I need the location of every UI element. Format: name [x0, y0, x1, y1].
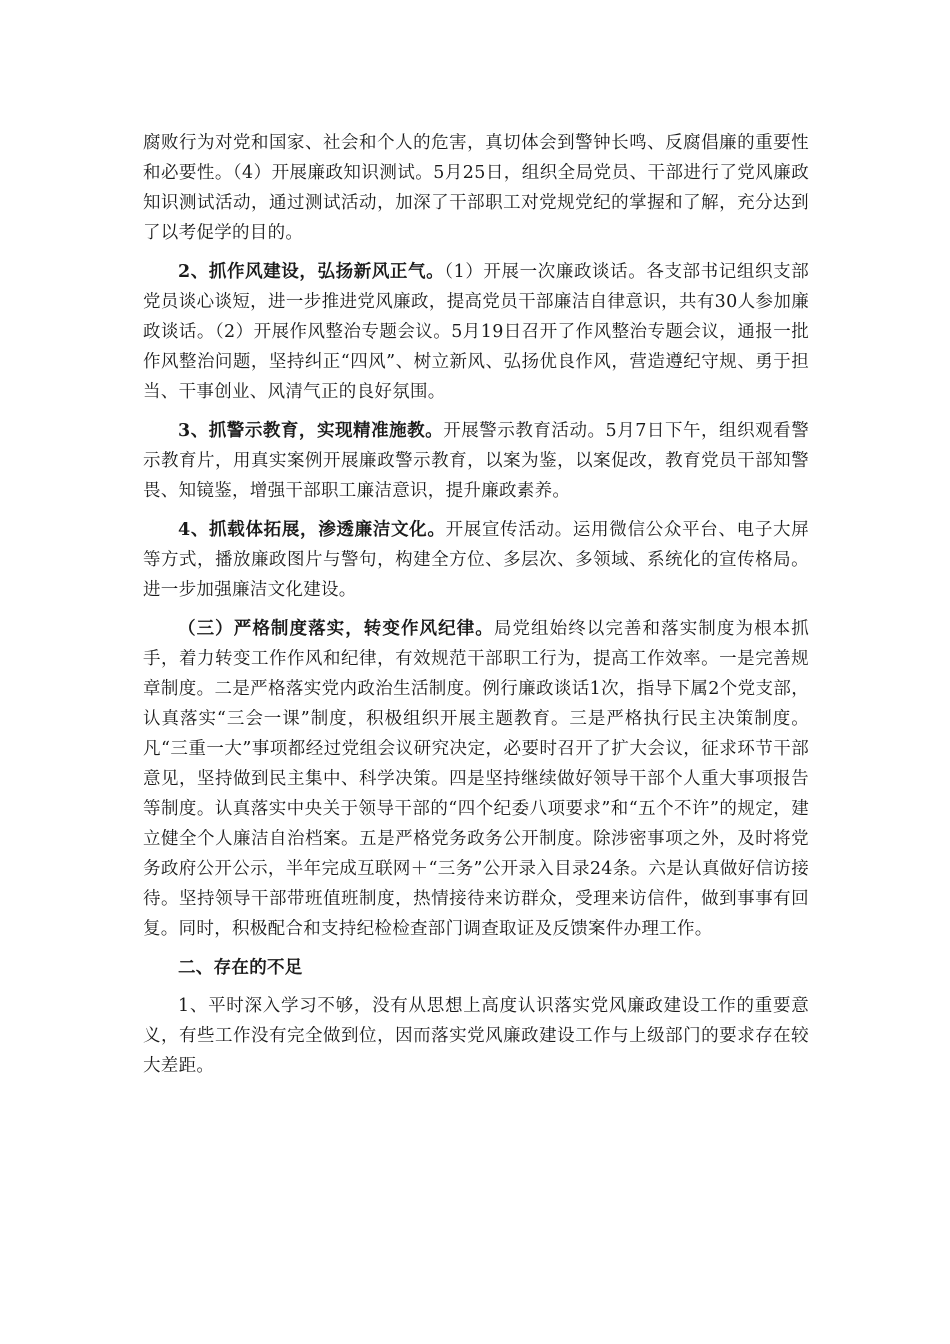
paragraph-text: 开展宣传活动。运用微信公众平台、电子大屏等方式，播放廉政图片与警句，构建全方位、多层次、多领域、系统化的宣传格局。进一步加强廉洁文化建设。	[143, 520, 810, 600]
paragraph-text: 1、平时深入学习不够，没有从思想上高度认识落实党风廉政建设工作的重要意义，有些工作没有完全做到位，因而落实党风廉政建设工作与上级部门的要求存在较大差距。	[143, 996, 809, 1076]
paragraph-continuation	[143, 128, 809, 248]
paragraph-lead: 3、抓警示教育，实现精准施教。	[178, 421, 444, 441]
paragraph-lead: 2、抓作风建设，弘扬新风正气。	[178, 262, 445, 282]
paragraph-lead: 4、抓载体拓展，渗透廉洁文化。	[178, 520, 446, 540]
paragraph-shortcoming-1	[143, 991, 809, 1081]
paragraph-style-building	[143, 257, 809, 407]
paragraph-text: （1）开展一次廉政谈话。各支部书记组织支部党员谈心谈短，进一步推进党风廉政，提高党员干部廉洁自律意识，共有30人参加廉政谈话。（2）开展作风整治专题会议。5月19日召开了作风整治专题会议，通报一批作风整治问题，坚持纠正“四风”、树立新风、弘扬优良作风，营造遵纪守规、勇于担当、干事创业、风清气正的良好氛围。	[143, 262, 809, 402]
paragraph-system-implementation	[143, 614, 809, 944]
section-heading: 二、存在的不足	[178, 958, 303, 978]
paragraph-text: 开展警示教育活动。5月7日下午，组织观看警示教育片，用真实案例开展廉政警示教育，以案为鉴，以案促改，教育党员干部知警畏、知镜鉴，增强干部职工廉洁意识，提升廉政素养。	[143, 421, 809, 501]
document-page	[143, 128, 809, 1090]
paragraph-text: 腐败行为对党和国家、社会和个人的危害，真切体会到警钟长鸣、反腐倡廉的重要性和必要性。（4）开展廉政知识测试。5月25日，组织全局党员、干部进行了党风廉政知识测试活动，通过测试活动，加深了干部职工对党规党纪的掌握和了解，充分达到了以考促学的目的。	[143, 133, 809, 243]
paragraph-integrity-culture	[143, 515, 809, 605]
paragraph-warning-education	[143, 416, 809, 506]
paragraph-text: 局党组始终以完善和落实制度为根本抓手，着力转变工作作风和纪律，有效规范干部职工行为，提高工作效率。一是完善规章制度。二是严格落实党内政治生活制度。例行廉政谈话1次，指导下属2个党支部，认真落实“三会一课”制度，积极组织开展主题教育。三是严格执行民主决策制度。凡“三重一大”事项都经过党组会议研究决定，必要时召开了扩大会议，征求环节干部意见，坚持做到民主集中、科学决策。四是坚持继续做好领导干部个人重大事项报告等制度。认真落实中央关于领导干部的“四个纪委八项要求”和“五个不许”的规定，建立健全个人廉洁自治档案。五是严格党务政务公开制度。除涉密事项之外，及时将党务政府公开公示，半年完成互联网＋“三务”公开录入目录24条。六是认真做好信访接待。坚持领导干部带班值班制度，热情接待来访群众，受理来访信件，做到事事有回复。同时，积极配合和支持纪检检查部门调查取证及反馈案件办理工作。	[143, 619, 809, 939]
paragraph-lead: （三）严格制度落实，转变作风纪律。	[178, 619, 494, 639]
